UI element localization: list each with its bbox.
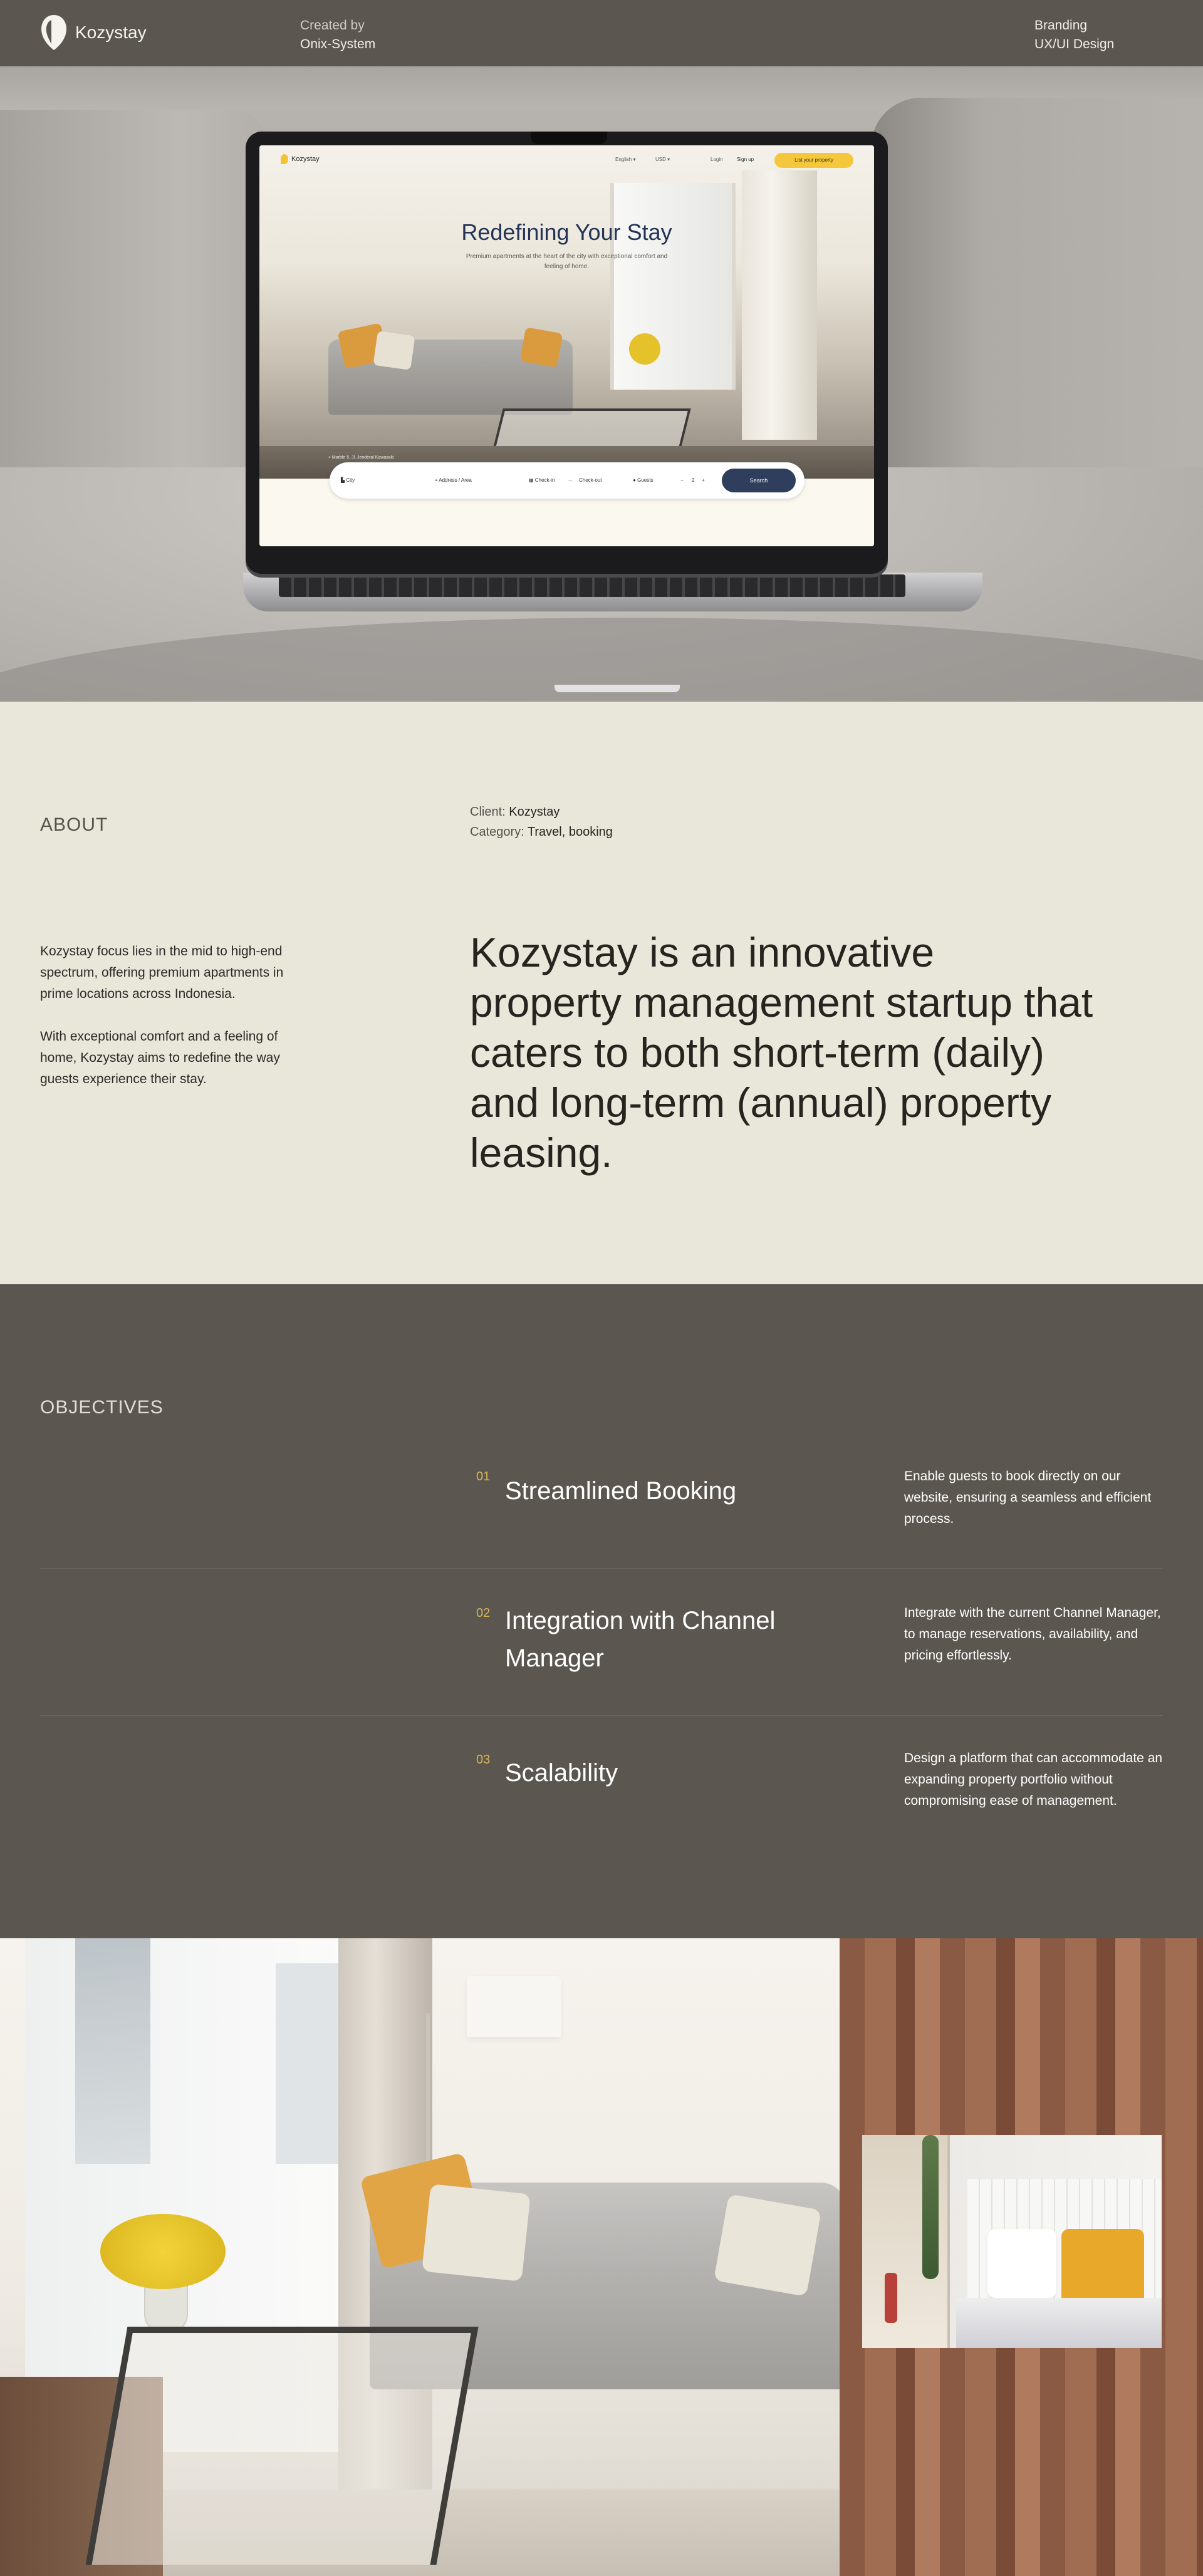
about-statement: Kozystay is an innovative property management startup that caters to both short-term (daily) and long-term (annual) property leasing. bbox=[470, 929, 1093, 1176]
created-by bbox=[300, 16, 375, 54]
objective-divider bbox=[40, 1568, 1163, 1569]
mockup-hero-subtitle: Premium apartments at the heart of the city with exceptional comfort and feeling of home. bbox=[466, 253, 668, 270]
laptop-lip bbox=[555, 685, 680, 692]
bedroom-bed bbox=[956, 2298, 1162, 2348]
mockup-language-label: English bbox=[615, 157, 632, 162]
calendar-icon: ▦ bbox=[529, 477, 534, 483]
mockup-list-property-button[interactable]: List your property bbox=[774, 153, 853, 168]
brand-name: Kozystay bbox=[75, 23, 147, 42]
bedroom-pillow bbox=[1061, 2229, 1144, 2308]
created-label: Created by bbox=[300, 18, 365, 33]
objectives-section bbox=[0, 1284, 1203, 1938]
laptop-notch bbox=[531, 132, 607, 144]
mockup-login-link[interactable]: Login bbox=[711, 157, 723, 162]
room-pillow bbox=[714, 2194, 821, 2297]
mockup-search-button[interactable]: Search bbox=[722, 469, 796, 492]
objective-text: Enable guests to book directly on our website, ensuring a seamless and efficient process. bbox=[904, 1469, 1152, 1526]
about-paragraph: Kozystay focus lies in the mid to high-end spectrum, offering premium apartments in prime locations across Indonesia. bbox=[40, 944, 284, 1001]
mockup-language-select[interactable] bbox=[615, 157, 636, 162]
mockup-guests-count: 2 bbox=[692, 477, 695, 483]
mockup-checkin-field[interactable] bbox=[529, 477, 555, 483]
bedroom-vase bbox=[885, 2273, 897, 2323]
bedroom-photo bbox=[862, 2135, 1162, 2348]
about-section bbox=[0, 702, 1203, 1284]
location-pin-icon: ⌖ bbox=[435, 477, 438, 483]
chevron-down-icon: ▾ bbox=[667, 157, 670, 162]
objective-text: Integrate with the current Channel Manager, to manage reservations, availability, and pricing effortlessly. bbox=[904, 1606, 1161, 1663]
objective-number: 02 bbox=[476, 1606, 491, 1620]
room-building bbox=[276, 1963, 345, 2164]
mockup-city-field[interactable] bbox=[341, 477, 355, 483]
services-list bbox=[1034, 16, 1114, 54]
mockup-address-text: Marble 5, Jl. Jenderal Kawasaki bbox=[331, 455, 394, 460]
bedroom-pillow bbox=[987, 2229, 1056, 2298]
about-description bbox=[40, 941, 316, 1090]
kozystay-logo-icon bbox=[281, 154, 288, 164]
brand-logo[interactable] bbox=[40, 14, 147, 51]
mockup-guests-label: Guests bbox=[637, 477, 654, 483]
category-label: Category: bbox=[470, 825, 524, 839]
room-pillow bbox=[422, 2184, 531, 2282]
mockup-pillow bbox=[373, 331, 415, 370]
building-icon: ▙ bbox=[341, 477, 345, 483]
mockup-address-field[interactable] bbox=[435, 477, 472, 484]
category-value: Travel, booking bbox=[527, 825, 613, 839]
client-meta bbox=[470, 802, 613, 842]
site-header bbox=[0, 0, 1203, 66]
mockup-address-label: Address / Area bbox=[439, 477, 472, 483]
mockup-checkin-label: Check-in bbox=[534, 477, 555, 483]
objective-text: Design a platform that can accommodate an expanding property portfolio without compromising ease of management. bbox=[904, 1751, 1163, 1808]
service-item: UX/UI Design bbox=[1034, 37, 1115, 51]
client-label: Client: bbox=[470, 805, 506, 819]
objective-number: 03 bbox=[476, 1753, 491, 1767]
mockup-guests-field[interactable] bbox=[633, 477, 653, 483]
user-icon: ● bbox=[633, 477, 636, 483]
mockup-signup-link[interactable]: Sign up bbox=[737, 157, 754, 162]
mockup-checkout-field[interactable]: Check-out bbox=[579, 477, 602, 483]
mockup-address bbox=[328, 455, 394, 460]
about-paragraph: With exceptional comfort and a feeling of home, Kozystay aims to redefine the way guests experience their stay. bbox=[40, 1029, 280, 1086]
hero-mockup bbox=[0, 66, 1203, 702]
objective-number: 01 bbox=[476, 1470, 491, 1483]
client-line bbox=[470, 802, 613, 822]
laptop-screen bbox=[259, 145, 874, 546]
mockup-pillow bbox=[520, 327, 563, 368]
mockup-hero-title: Redefining Your Stay bbox=[461, 219, 672, 245]
mockup-flowers bbox=[629, 333, 660, 365]
mockup-currency-select[interactable] bbox=[655, 157, 670, 162]
mockup-logo[interactable] bbox=[281, 154, 320, 164]
mockup-curtain bbox=[742, 170, 817, 440]
client-name: Kozystay bbox=[509, 805, 560, 819]
mockup-navbar bbox=[259, 145, 874, 170]
mockup-city-label: City bbox=[346, 477, 355, 483]
about-heading: ABOUT bbox=[40, 814, 108, 835]
mockup-brand-name: Kozystay bbox=[291, 155, 320, 163]
mockup-window bbox=[610, 183, 736, 390]
objective-title: Integration with Channel Manager bbox=[505, 1607, 776, 1672]
living-room-photo bbox=[0, 1938, 840, 2576]
created-by-name: Onix-System bbox=[300, 37, 376, 51]
objective-title: Streamlined Booking bbox=[505, 1477, 737, 1505]
objectives-heading: OBJECTIVES bbox=[40, 1397, 164, 1418]
kozystay-logo-icon bbox=[40, 14, 68, 51]
room-building bbox=[75, 1938, 150, 2164]
mockup-search-bar bbox=[330, 462, 805, 499]
room-coffee-table bbox=[85, 2327, 478, 2565]
location-pin-icon: ⌖ bbox=[328, 455, 331, 460]
room-lamp-shade bbox=[467, 1976, 561, 2037]
laptop bbox=[246, 132, 888, 574]
service-item: Branding bbox=[1034, 18, 1088, 33]
mockup-guests-minus[interactable]: − bbox=[680, 477, 684, 483]
gallery-section bbox=[0, 1938, 1203, 2576]
bedroom-plant bbox=[922, 2135, 939, 2279]
objective-title: Scalability bbox=[505, 1759, 618, 1787]
mockup-currency-label: USD bbox=[655, 157, 666, 162]
mockup-guests-plus[interactable]: + bbox=[702, 477, 705, 483]
chevron-down-icon: ▾ bbox=[633, 157, 636, 162]
laptop-keyboard bbox=[279, 574, 905, 597]
mockup-arrow: → bbox=[568, 477, 573, 483]
category-line bbox=[470, 822, 613, 842]
objective-divider bbox=[40, 1715, 1163, 1716]
room-flowers bbox=[100, 2214, 226, 2289]
